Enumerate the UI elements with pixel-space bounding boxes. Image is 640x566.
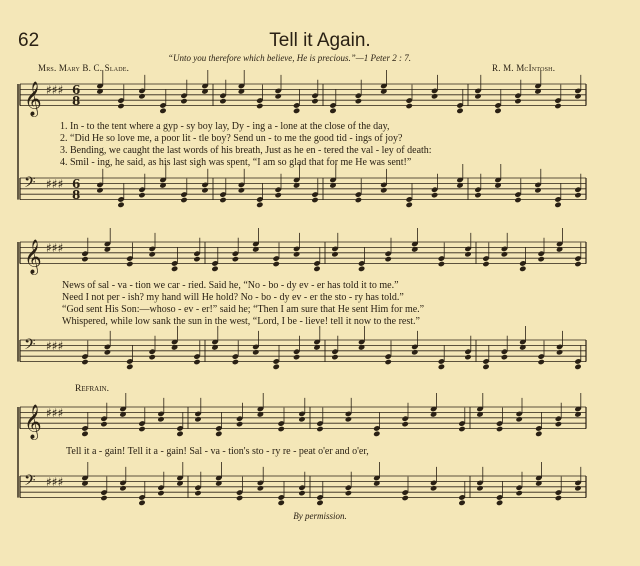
note-head xyxy=(313,266,320,272)
note-head xyxy=(275,192,282,198)
key-signature-icon: ♯♯♯ xyxy=(46,475,64,489)
note-head xyxy=(554,103,561,109)
note-head xyxy=(298,490,305,496)
note-head xyxy=(232,359,239,365)
note-head xyxy=(193,256,200,262)
note-head xyxy=(373,431,380,437)
note-head xyxy=(385,359,392,365)
treble-clef-icon: 𝄞 xyxy=(24,404,42,440)
note-head xyxy=(215,431,222,437)
note-head xyxy=(149,354,156,360)
note-head xyxy=(293,251,300,257)
time-signature-bottom: 8 xyxy=(72,188,81,202)
note-head xyxy=(331,354,338,360)
note-head xyxy=(157,416,164,422)
lyric-line: 3. Bending, we caught the last words of his breath, Just as he en - tered the val - ley of death: xyxy=(60,145,432,156)
lyric-line: 4. Smil - ing, he said, as his last sigh was spent, “I am so glad that for me He was sent!” xyxy=(60,157,412,168)
note-head xyxy=(238,187,245,193)
note-head xyxy=(293,108,300,114)
note-head xyxy=(482,364,489,370)
key-signature-icon: ♯♯♯ xyxy=(46,177,64,191)
note-head xyxy=(519,266,526,272)
note-head xyxy=(535,431,542,437)
note-head xyxy=(516,416,523,422)
note-head xyxy=(358,266,365,272)
note-head xyxy=(211,266,218,272)
note-head xyxy=(219,98,226,104)
note-head xyxy=(494,108,501,114)
note-head xyxy=(138,500,145,506)
note-head xyxy=(355,98,362,104)
key-signature-icon: ♯♯♯ xyxy=(46,83,64,97)
note-head xyxy=(331,251,338,257)
note-head xyxy=(402,421,409,427)
note-head xyxy=(514,98,521,104)
note-head xyxy=(138,93,145,99)
note-head xyxy=(574,261,581,267)
treble-clef-icon: 𝄞 xyxy=(24,81,42,117)
note-head xyxy=(180,98,187,104)
note-head xyxy=(159,108,166,114)
note-head xyxy=(278,500,285,506)
refrain-label: Refrain. xyxy=(75,384,109,394)
note-head xyxy=(232,256,239,262)
author-credit: Mrs. Mary B. C. Slade. xyxy=(38,63,130,73)
note-head xyxy=(406,202,413,208)
note-head xyxy=(555,421,562,427)
key-signature-icon: ♯♯♯ xyxy=(46,241,64,255)
note-head xyxy=(496,426,503,432)
note-head xyxy=(236,495,243,501)
note-head xyxy=(81,431,88,437)
note-head xyxy=(538,256,545,262)
note-head xyxy=(252,349,259,355)
note-head xyxy=(482,261,489,267)
note-head xyxy=(311,197,318,203)
note-head xyxy=(380,187,387,193)
note-head xyxy=(355,197,362,203)
note-head xyxy=(96,187,103,193)
note-head xyxy=(104,349,111,355)
note-head xyxy=(138,426,145,432)
note-head xyxy=(345,490,352,496)
note-head xyxy=(138,192,145,198)
note-head xyxy=(117,202,124,208)
lyric-line: News of sal - va - tion we car - ried. Said he, “No - bo - dy ev - er has told it to me.” xyxy=(62,280,399,291)
hymn-title: Tell it Again. xyxy=(269,30,371,51)
lyric-line: 2. “Did He so love me, a poor lit - tle boy? Send un - to me the good tid - ings of joy? xyxy=(60,133,403,144)
note-head xyxy=(406,103,413,109)
note-head xyxy=(430,485,437,491)
note-head xyxy=(501,354,508,360)
note-head xyxy=(345,416,352,422)
page-number: 62 xyxy=(18,30,40,51)
note-head xyxy=(476,485,483,491)
note-head xyxy=(431,93,438,99)
note-head xyxy=(176,431,183,437)
note-head xyxy=(431,192,438,198)
note-head xyxy=(157,490,164,496)
note-head xyxy=(538,359,545,365)
note-head xyxy=(311,98,318,104)
note-head xyxy=(126,364,133,370)
note-head xyxy=(193,359,200,365)
note-head xyxy=(316,426,323,432)
note-head xyxy=(516,490,523,496)
note-head xyxy=(219,197,226,203)
note-head xyxy=(554,202,561,208)
treble-clef-icon: 𝄞 xyxy=(24,239,42,275)
note-head xyxy=(556,349,563,355)
lyric-line: Whispered, while low sank the sun in the west, “Lord, I be - lieve! tell it now to the rest.” xyxy=(62,316,420,327)
note-head xyxy=(402,495,409,501)
note-head xyxy=(119,485,126,491)
note-head xyxy=(316,500,323,506)
note-head xyxy=(293,354,300,360)
composer-credit: R. M. McIntosh. xyxy=(492,63,556,73)
note-head xyxy=(126,261,133,267)
note-head xyxy=(458,426,465,432)
bass-clef-icon: 𝄢 xyxy=(24,472,36,493)
note-head xyxy=(438,261,445,267)
lyric-line: 1. In - to the tent where a gyp - sy boy lay, Dy - ing a - lone at the close of the day, xyxy=(60,121,390,132)
note-head xyxy=(501,251,508,257)
note-head xyxy=(100,421,107,427)
time-signature-top: 6 xyxy=(72,83,81,97)
bass-clef-icon: 𝄢 xyxy=(24,174,36,195)
time-signature-top: 6 xyxy=(72,177,81,191)
note-head xyxy=(117,103,124,109)
note-head xyxy=(194,490,201,496)
note-head xyxy=(273,261,280,267)
bass-clef-icon: 𝄢 xyxy=(24,336,36,357)
note-head xyxy=(298,416,305,422)
note-head xyxy=(236,421,243,427)
note-head xyxy=(149,251,156,257)
epigraph: “Unto you therefore which believe, He is precious.”—1 Peter 2 : 7. xyxy=(168,53,411,63)
note-head xyxy=(171,266,178,272)
note-head xyxy=(574,485,581,491)
note-head xyxy=(474,192,481,198)
note-head xyxy=(385,256,392,262)
note-head xyxy=(555,495,562,501)
note-head xyxy=(100,495,107,501)
note-head xyxy=(574,192,581,198)
note-head xyxy=(278,426,285,432)
note-head xyxy=(256,103,263,109)
note-head xyxy=(438,364,445,370)
note-head xyxy=(81,359,88,365)
note-head xyxy=(273,364,280,370)
note-head xyxy=(458,500,465,506)
permission-note: By permission. xyxy=(293,511,347,521)
note-head xyxy=(411,349,418,355)
note-head xyxy=(574,364,581,370)
note-head xyxy=(81,256,88,262)
note-head xyxy=(496,500,503,506)
note-head xyxy=(514,197,521,203)
note-head xyxy=(574,93,581,99)
note-head xyxy=(464,251,471,257)
note-head xyxy=(256,202,263,208)
note-head xyxy=(474,93,481,99)
note-head xyxy=(180,197,187,203)
note-head xyxy=(464,354,471,360)
lyric-line: Need I not per - ish? my hand will He hold? No - bo - dy ev - er the sto - ry has told.” xyxy=(62,292,404,303)
note-head xyxy=(194,416,201,422)
key-signature-icon: ♯♯♯ xyxy=(46,339,64,353)
note-head xyxy=(201,187,208,193)
note-head xyxy=(456,108,463,114)
lyric-line: “God sent His Son:—whoso - ev - er!” said he; “Then I am sure that He sent Him for me.” xyxy=(62,304,425,315)
note-head xyxy=(257,485,264,491)
note-head xyxy=(534,187,541,193)
refrain-lyric-line: Tell it a - gain! Tell it a - gain! Sal - va - tion's sto - ry re - peat o'er and o'er, xyxy=(66,446,369,457)
time-signature-bottom: 8 xyxy=(72,94,81,108)
note-head xyxy=(329,108,336,114)
note-head xyxy=(275,93,282,99)
key-signature-icon: ♯♯♯ xyxy=(46,406,64,420)
